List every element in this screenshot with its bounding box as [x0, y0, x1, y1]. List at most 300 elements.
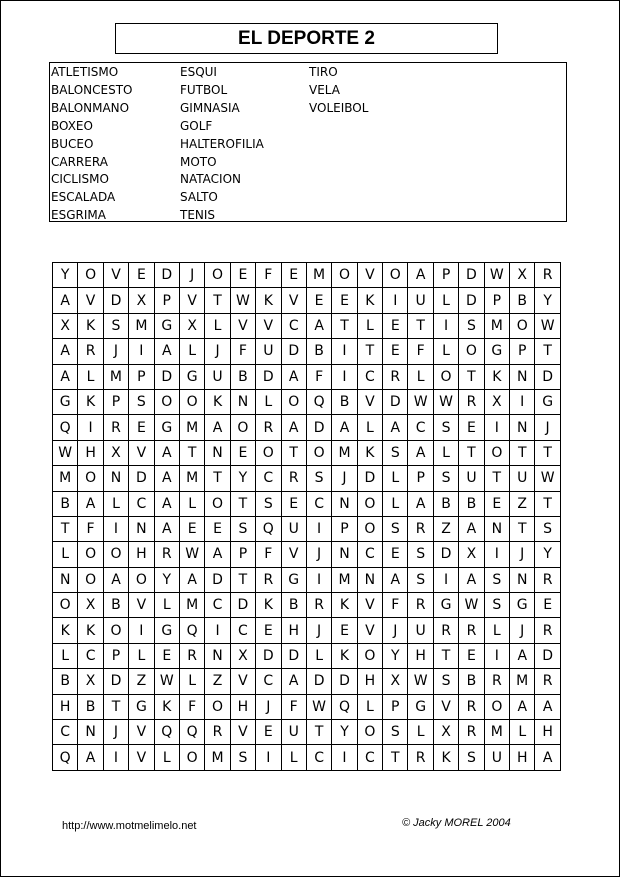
grid-cell[interactable]: I	[78, 415, 103, 440]
grid-cell[interactable]: C	[256, 669, 281, 694]
grid-cell[interactable]: W	[535, 466, 560, 491]
grid-cell[interactable]: L	[306, 643, 331, 668]
grid-cell[interactable]: W	[306, 694, 331, 719]
grid-cell[interactable]: R	[408, 516, 433, 541]
grid-cell[interactable]: N	[53, 567, 78, 592]
grid-cell[interactable]: V	[357, 263, 382, 288]
grid-cell[interactable]: G	[53, 389, 78, 414]
grid-cell[interactable]: J	[103, 339, 128, 364]
grid-cell[interactable]: I	[484, 542, 509, 567]
grid-cell[interactable]: S	[433, 415, 458, 440]
grid-cell[interactable]: I	[129, 618, 154, 643]
grid-cell[interactable]: I	[433, 313, 458, 338]
grid-cell[interactable]: B	[306, 339, 331, 364]
grid-cell[interactable]: O	[205, 263, 230, 288]
grid-cell[interactable]: Z	[129, 669, 154, 694]
grid-cell[interactable]: L	[281, 745, 306, 770]
grid-cell[interactable]: C	[408, 415, 433, 440]
grid-cell[interactable]: P	[103, 643, 128, 668]
grid-cell[interactable]: R	[408, 593, 433, 618]
grid-cell[interactable]: A	[205, 415, 230, 440]
grid-cell[interactable]: L	[408, 364, 433, 389]
grid-cell[interactable]: A	[332, 415, 357, 440]
grid-cell[interactable]: U	[408, 288, 433, 313]
grid-cell[interactable]: A	[306, 313, 331, 338]
grid-cell[interactable]: N	[205, 643, 230, 668]
grid-cell[interactable]: N	[484, 516, 509, 541]
grid-cell[interactable]: I	[484, 643, 509, 668]
grid-cell[interactable]: V	[433, 694, 458, 719]
grid-cell[interactable]: H	[53, 694, 78, 719]
grid-cell[interactable]: T	[535, 440, 560, 465]
grid-cell[interactable]: O	[484, 440, 509, 465]
grid-cell[interactable]: E	[129, 415, 154, 440]
grid-cell[interactable]: I	[383, 288, 408, 313]
grid-cell[interactable]: A	[53, 339, 78, 364]
grid-cell[interactable]: O	[78, 466, 103, 491]
grid-cell[interactable]: M	[179, 593, 204, 618]
grid-cell[interactable]: S	[230, 516, 255, 541]
grid-cell[interactable]: E	[332, 288, 357, 313]
grid-cell[interactable]: N	[332, 542, 357, 567]
grid-cell[interactable]: G	[154, 618, 179, 643]
grid-cell[interactable]: L	[154, 745, 179, 770]
grid-cell[interactable]: Y	[535, 288, 560, 313]
grid-cell[interactable]: E	[383, 542, 408, 567]
grid-cell[interactable]: I	[256, 745, 281, 770]
grid-cell[interactable]: D	[256, 364, 281, 389]
grid-cell[interactable]: D	[103, 288, 128, 313]
grid-cell[interactable]: T	[53, 516, 78, 541]
grid-cell[interactable]: A	[53, 288, 78, 313]
grid-cell[interactable]: A	[154, 491, 179, 516]
grid-cell[interactable]: J	[103, 720, 128, 745]
grid-cell[interactable]: M	[205, 745, 230, 770]
grid-cell[interactable]: B	[281, 593, 306, 618]
grid-cell[interactable]: D	[535, 364, 560, 389]
grid-cell[interactable]: F	[306, 364, 331, 389]
grid-cell[interactable]: E	[256, 720, 281, 745]
grid-cell[interactable]: Z	[433, 516, 458, 541]
grid-cell[interactable]: R	[433, 618, 458, 643]
grid-cell[interactable]: E	[154, 643, 179, 668]
grid-cell[interactable]: V	[357, 389, 382, 414]
grid-cell[interactable]: G	[129, 694, 154, 719]
grid-cell[interactable]: E	[281, 263, 306, 288]
grid-cell[interactable]: R	[179, 643, 204, 668]
grid-cell[interactable]: T	[357, 339, 382, 364]
grid-cell[interactable]: Q	[154, 720, 179, 745]
grid-cell[interactable]: L	[510, 720, 535, 745]
grid-cell[interactable]: E	[179, 516, 204, 541]
grid-cell[interactable]: I	[332, 339, 357, 364]
grid-cell[interactable]: R	[256, 567, 281, 592]
grid-cell[interactable]: M	[129, 313, 154, 338]
grid-cell[interactable]: R	[281, 466, 306, 491]
grid-cell[interactable]: S	[459, 313, 484, 338]
grid-cell[interactable]: S	[306, 466, 331, 491]
grid-cell[interactable]: E	[230, 263, 255, 288]
grid-cell[interactable]: T	[535, 339, 560, 364]
grid-cell[interactable]: J	[383, 618, 408, 643]
grid-cell[interactable]: L	[129, 643, 154, 668]
grid-cell[interactable]: E	[306, 288, 331, 313]
grid-cell[interactable]: C	[78, 643, 103, 668]
grid-cell[interactable]: M	[306, 263, 331, 288]
grid-cell[interactable]: J	[179, 263, 204, 288]
grid-cell[interactable]: H	[281, 618, 306, 643]
grid-cell[interactable]: I	[103, 745, 128, 770]
grid-cell[interactable]: D	[459, 263, 484, 288]
grid-cell[interactable]: V	[78, 288, 103, 313]
grid-cell[interactable]: T	[230, 491, 255, 516]
grid-cell[interactable]: N	[230, 389, 255, 414]
grid-cell[interactable]: S	[383, 720, 408, 745]
grid-cell[interactable]: K	[332, 593, 357, 618]
grid-cell[interactable]: S	[256, 491, 281, 516]
grid-cell[interactable]: V	[103, 263, 128, 288]
grid-cell[interactable]: P	[433, 263, 458, 288]
grid-cell[interactable]: R	[459, 720, 484, 745]
grid-cell[interactable]: D	[256, 643, 281, 668]
grid-cell[interactable]: M	[332, 440, 357, 465]
grid-cell[interactable]: H	[78, 440, 103, 465]
grid-cell[interactable]: D	[154, 364, 179, 389]
grid-cell[interactable]: Y	[53, 263, 78, 288]
grid-cell[interactable]: A	[535, 694, 560, 719]
grid-cell[interactable]: M	[484, 720, 509, 745]
grid-cell[interactable]: A	[535, 745, 560, 770]
grid-cell[interactable]: T	[281, 440, 306, 465]
grid-cell[interactable]: B	[433, 491, 458, 516]
grid-cell[interactable]: L	[256, 389, 281, 414]
grid-cell[interactable]: E	[535, 593, 560, 618]
grid-cell[interactable]: O	[383, 263, 408, 288]
grid-cell[interactable]: N	[510, 415, 535, 440]
grid-cell[interactable]: I	[205, 618, 230, 643]
grid-cell[interactable]: F	[78, 516, 103, 541]
grid-cell[interactable]: R	[459, 618, 484, 643]
grid-cell[interactable]: N	[205, 440, 230, 465]
grid-cell[interactable]: B	[332, 389, 357, 414]
grid-cell[interactable]: A	[281, 415, 306, 440]
grid-cell[interactable]: S	[484, 593, 509, 618]
grid-cell[interactable]: T	[433, 643, 458, 668]
grid-cell[interactable]: V	[281, 542, 306, 567]
grid-cell[interactable]: D	[129, 466, 154, 491]
grid-cell[interactable]: S	[103, 313, 128, 338]
grid-cell[interactable]: C	[306, 745, 331, 770]
grid-cell[interactable]: R	[535, 567, 560, 592]
grid-cell[interactable]: S	[408, 542, 433, 567]
grid-cell[interactable]: D	[383, 389, 408, 414]
grid-cell[interactable]: I	[332, 364, 357, 389]
grid-cell[interactable]: O	[103, 542, 128, 567]
grid-cell[interactable]: R	[383, 364, 408, 389]
grid-cell[interactable]: O	[332, 263, 357, 288]
grid-cell[interactable]: V	[357, 593, 382, 618]
grid-cell[interactable]: Q	[256, 516, 281, 541]
grid-cell[interactable]: A	[408, 440, 433, 465]
grid-cell[interactable]: A	[510, 694, 535, 719]
grid-cell[interactable]: T	[205, 466, 230, 491]
grid-cell[interactable]: F	[179, 694, 204, 719]
grid-cell[interactable]: P	[383, 694, 408, 719]
grid-cell[interactable]: U	[484, 745, 509, 770]
grid-cell[interactable]: B	[459, 669, 484, 694]
grid-cell[interactable]: C	[129, 491, 154, 516]
grid-cell[interactable]: S	[535, 516, 560, 541]
grid-cell[interactable]: T	[179, 440, 204, 465]
grid-cell[interactable]: E	[459, 643, 484, 668]
grid-cell[interactable]: G	[484, 339, 509, 364]
grid-cell[interactable]: M	[179, 415, 204, 440]
grid-cell[interactable]: O	[78, 542, 103, 567]
grid-cell[interactable]: B	[53, 669, 78, 694]
grid-cell[interactable]: M	[332, 567, 357, 592]
grid-cell[interactable]: E	[484, 491, 509, 516]
grid-cell[interactable]: G	[535, 389, 560, 414]
grid-cell[interactable]: M	[103, 364, 128, 389]
grid-cell[interactable]: K	[256, 593, 281, 618]
grid-cell[interactable]: J	[510, 542, 535, 567]
grid-cell[interactable]: K	[484, 364, 509, 389]
grid-cell[interactable]: L	[383, 491, 408, 516]
grid-cell[interactable]: J	[256, 694, 281, 719]
grid-cell[interactable]: S	[459, 745, 484, 770]
grid-cell[interactable]: R	[103, 415, 128, 440]
grid-cell[interactable]: U	[205, 364, 230, 389]
grid-cell[interactable]: D	[306, 415, 331, 440]
grid-cell[interactable]: Z	[205, 669, 230, 694]
grid-cell[interactable]: R	[484, 669, 509, 694]
grid-cell[interactable]: D	[535, 643, 560, 668]
grid-cell[interactable]: P	[484, 288, 509, 313]
grid-cell[interactable]: M	[53, 466, 78, 491]
grid-cell[interactable]: L	[179, 339, 204, 364]
grid-cell[interactable]: E	[332, 618, 357, 643]
grid-cell[interactable]: O	[78, 567, 103, 592]
grid-cell[interactable]: O	[459, 339, 484, 364]
grid-cell[interactable]: H	[510, 745, 535, 770]
grid-cell[interactable]: X	[78, 669, 103, 694]
grid-cell[interactable]: J	[535, 415, 560, 440]
grid-cell[interactable]: K	[205, 389, 230, 414]
grid-cell[interactable]: A	[154, 339, 179, 364]
grid-cell[interactable]: O	[484, 694, 509, 719]
grid-cell[interactable]: G	[154, 415, 179, 440]
grid-cell[interactable]: T	[332, 313, 357, 338]
grid-cell[interactable]: X	[53, 313, 78, 338]
grid-cell[interactable]: A	[103, 567, 128, 592]
grid-cell[interactable]: P	[510, 339, 535, 364]
grid-cell[interactable]: T	[230, 567, 255, 592]
grid-cell[interactable]: O	[230, 415, 255, 440]
grid-cell[interactable]: D	[459, 288, 484, 313]
grid-cell[interactable]: L	[357, 694, 382, 719]
grid-cell[interactable]: A	[154, 466, 179, 491]
grid-cell[interactable]: U	[459, 466, 484, 491]
grid-cell[interactable]: O	[510, 313, 535, 338]
grid-cell[interactable]: W	[433, 389, 458, 414]
grid-cell[interactable]: O	[103, 618, 128, 643]
grid-cell[interactable]: L	[408, 720, 433, 745]
grid-cell[interactable]: W	[230, 288, 255, 313]
grid-cell[interactable]: D	[281, 339, 306, 364]
grid-cell[interactable]: J	[205, 339, 230, 364]
grid-cell[interactable]: A	[205, 542, 230, 567]
grid-cell[interactable]: F	[281, 694, 306, 719]
grid-cell[interactable]: P	[332, 516, 357, 541]
grid-cell[interactable]: L	[357, 313, 382, 338]
grid-cell[interactable]: Q	[306, 389, 331, 414]
grid-cell[interactable]: E	[256, 618, 281, 643]
grid-cell[interactable]: S	[230, 745, 255, 770]
grid-cell[interactable]: D	[281, 643, 306, 668]
grid-cell[interactable]: H	[535, 720, 560, 745]
grid-cell[interactable]: W	[179, 542, 204, 567]
grid-cell[interactable]: G	[154, 313, 179, 338]
grid-cell[interactable]: U	[408, 618, 433, 643]
grid-cell[interactable]: T	[103, 694, 128, 719]
grid-cell[interactable]: N	[103, 466, 128, 491]
grid-cell[interactable]: T	[459, 364, 484, 389]
grid-cell[interactable]: D	[306, 669, 331, 694]
grid-cell[interactable]: W	[484, 263, 509, 288]
grid-cell[interactable]: B	[53, 491, 78, 516]
grid-cell[interactable]: O	[306, 440, 331, 465]
grid-cell[interactable]: L	[383, 466, 408, 491]
grid-cell[interactable]: G	[433, 593, 458, 618]
grid-cell[interactable]: A	[281, 669, 306, 694]
grid-cell[interactable]: L	[154, 593, 179, 618]
grid-cell[interactable]: R	[535, 263, 560, 288]
grid-cell[interactable]: A	[408, 491, 433, 516]
grid-cell[interactable]: N	[129, 516, 154, 541]
grid-cell[interactable]: D	[433, 542, 458, 567]
grid-cell[interactable]: Y	[535, 542, 560, 567]
grid-cell[interactable]: M	[484, 313, 509, 338]
grid-cell[interactable]: S	[433, 466, 458, 491]
grid-cell[interactable]: A	[383, 415, 408, 440]
grid-cell[interactable]: I	[484, 415, 509, 440]
grid-cell[interactable]: Z	[510, 491, 535, 516]
grid-cell[interactable]: T	[484, 466, 509, 491]
grid-cell[interactable]: C	[357, 542, 382, 567]
grid-cell[interactable]: M	[510, 669, 535, 694]
grid-cell[interactable]: U	[256, 339, 281, 364]
grid-cell[interactable]: P	[408, 466, 433, 491]
grid-cell[interactable]: X	[484, 389, 509, 414]
grid-cell[interactable]: I	[103, 516, 128, 541]
grid-cell[interactable]: E	[383, 313, 408, 338]
grid-cell[interactable]: R	[306, 593, 331, 618]
grid-cell[interactable]: C	[256, 466, 281, 491]
grid-cell[interactable]: Y	[230, 466, 255, 491]
grid-cell[interactable]: A	[154, 516, 179, 541]
grid-cell[interactable]: I	[129, 339, 154, 364]
grid-cell[interactable]: S	[433, 669, 458, 694]
grid-cell[interactable]: C	[357, 745, 382, 770]
grid-cell[interactable]: I	[510, 389, 535, 414]
grid-cell[interactable]: F	[230, 339, 255, 364]
grid-cell[interactable]: U	[281, 516, 306, 541]
grid-cell[interactable]: P	[230, 542, 255, 567]
grid-cell[interactable]: C	[53, 720, 78, 745]
grid-cell[interactable]: Q	[53, 745, 78, 770]
grid-cell[interactable]: E	[281, 491, 306, 516]
grid-cell[interactable]: O	[53, 593, 78, 618]
grid-cell[interactable]: P	[103, 389, 128, 414]
grid-cell[interactable]: L	[484, 618, 509, 643]
grid-cell[interactable]: A	[53, 364, 78, 389]
grid-cell[interactable]: L	[53, 643, 78, 668]
grid-cell[interactable]: P	[129, 364, 154, 389]
grid-cell[interactable]: A	[179, 567, 204, 592]
grid-cell[interactable]: R	[535, 669, 560, 694]
grid-cell[interactable]: D	[154, 263, 179, 288]
grid-cell[interactable]: I	[306, 516, 331, 541]
grid-cell[interactable]: K	[154, 694, 179, 719]
grid-cell[interactable]: T	[510, 440, 535, 465]
grid-cell[interactable]: K	[53, 618, 78, 643]
grid-cell[interactable]: B	[103, 593, 128, 618]
grid-cell[interactable]: V	[129, 745, 154, 770]
grid-cell[interactable]: D	[357, 466, 382, 491]
grid-cell[interactable]: T	[510, 516, 535, 541]
grid-cell[interactable]: A	[78, 491, 103, 516]
grid-cell[interactable]: V	[230, 313, 255, 338]
grid-cell[interactable]: O	[129, 567, 154, 592]
grid-cell[interactable]: D	[332, 669, 357, 694]
grid-cell[interactable]: I	[306, 567, 331, 592]
grid-cell[interactable]: V	[256, 313, 281, 338]
website-link[interactable]: http://www.motmelimelo.net	[62, 820, 197, 832]
grid-cell[interactable]: A	[383, 567, 408, 592]
grid-cell[interactable]: A	[408, 263, 433, 288]
grid-cell[interactable]: Q	[179, 720, 204, 745]
grid-cell[interactable]: O	[179, 745, 204, 770]
grid-cell[interactable]: J	[510, 618, 535, 643]
grid-cell[interactable]: K	[78, 389, 103, 414]
grid-cell[interactable]: J	[306, 542, 331, 567]
grid-cell[interactable]: J	[306, 618, 331, 643]
grid-cell[interactable]: G	[408, 694, 433, 719]
grid-cell[interactable]: I	[332, 745, 357, 770]
grid-cell[interactable]: N	[510, 567, 535, 592]
grid-cell[interactable]: R	[535, 618, 560, 643]
grid-cell[interactable]: D	[230, 593, 255, 618]
grid-cell[interactable]: W	[154, 669, 179, 694]
grid-cell[interactable]: C	[205, 593, 230, 618]
grid-cell[interactable]: V	[230, 669, 255, 694]
grid-cell[interactable]: G	[179, 364, 204, 389]
grid-cell[interactable]: S	[129, 389, 154, 414]
grid-cell[interactable]: B	[230, 364, 255, 389]
grid-cell[interactable]: O	[281, 389, 306, 414]
grid-cell[interactable]: W	[408, 389, 433, 414]
grid-cell[interactable]: M	[179, 466, 204, 491]
grid-cell[interactable]: V	[129, 720, 154, 745]
grid-cell[interactable]: W	[535, 313, 560, 338]
grid-cell[interactable]: U	[281, 720, 306, 745]
grid-cell[interactable]: T	[383, 745, 408, 770]
grid-cell[interactable]: O	[205, 694, 230, 719]
grid-cell[interactable]: O	[357, 516, 382, 541]
grid-cell[interactable]: O	[205, 491, 230, 516]
grid-cell[interactable]: N	[78, 720, 103, 745]
grid-cell[interactable]: W	[459, 593, 484, 618]
